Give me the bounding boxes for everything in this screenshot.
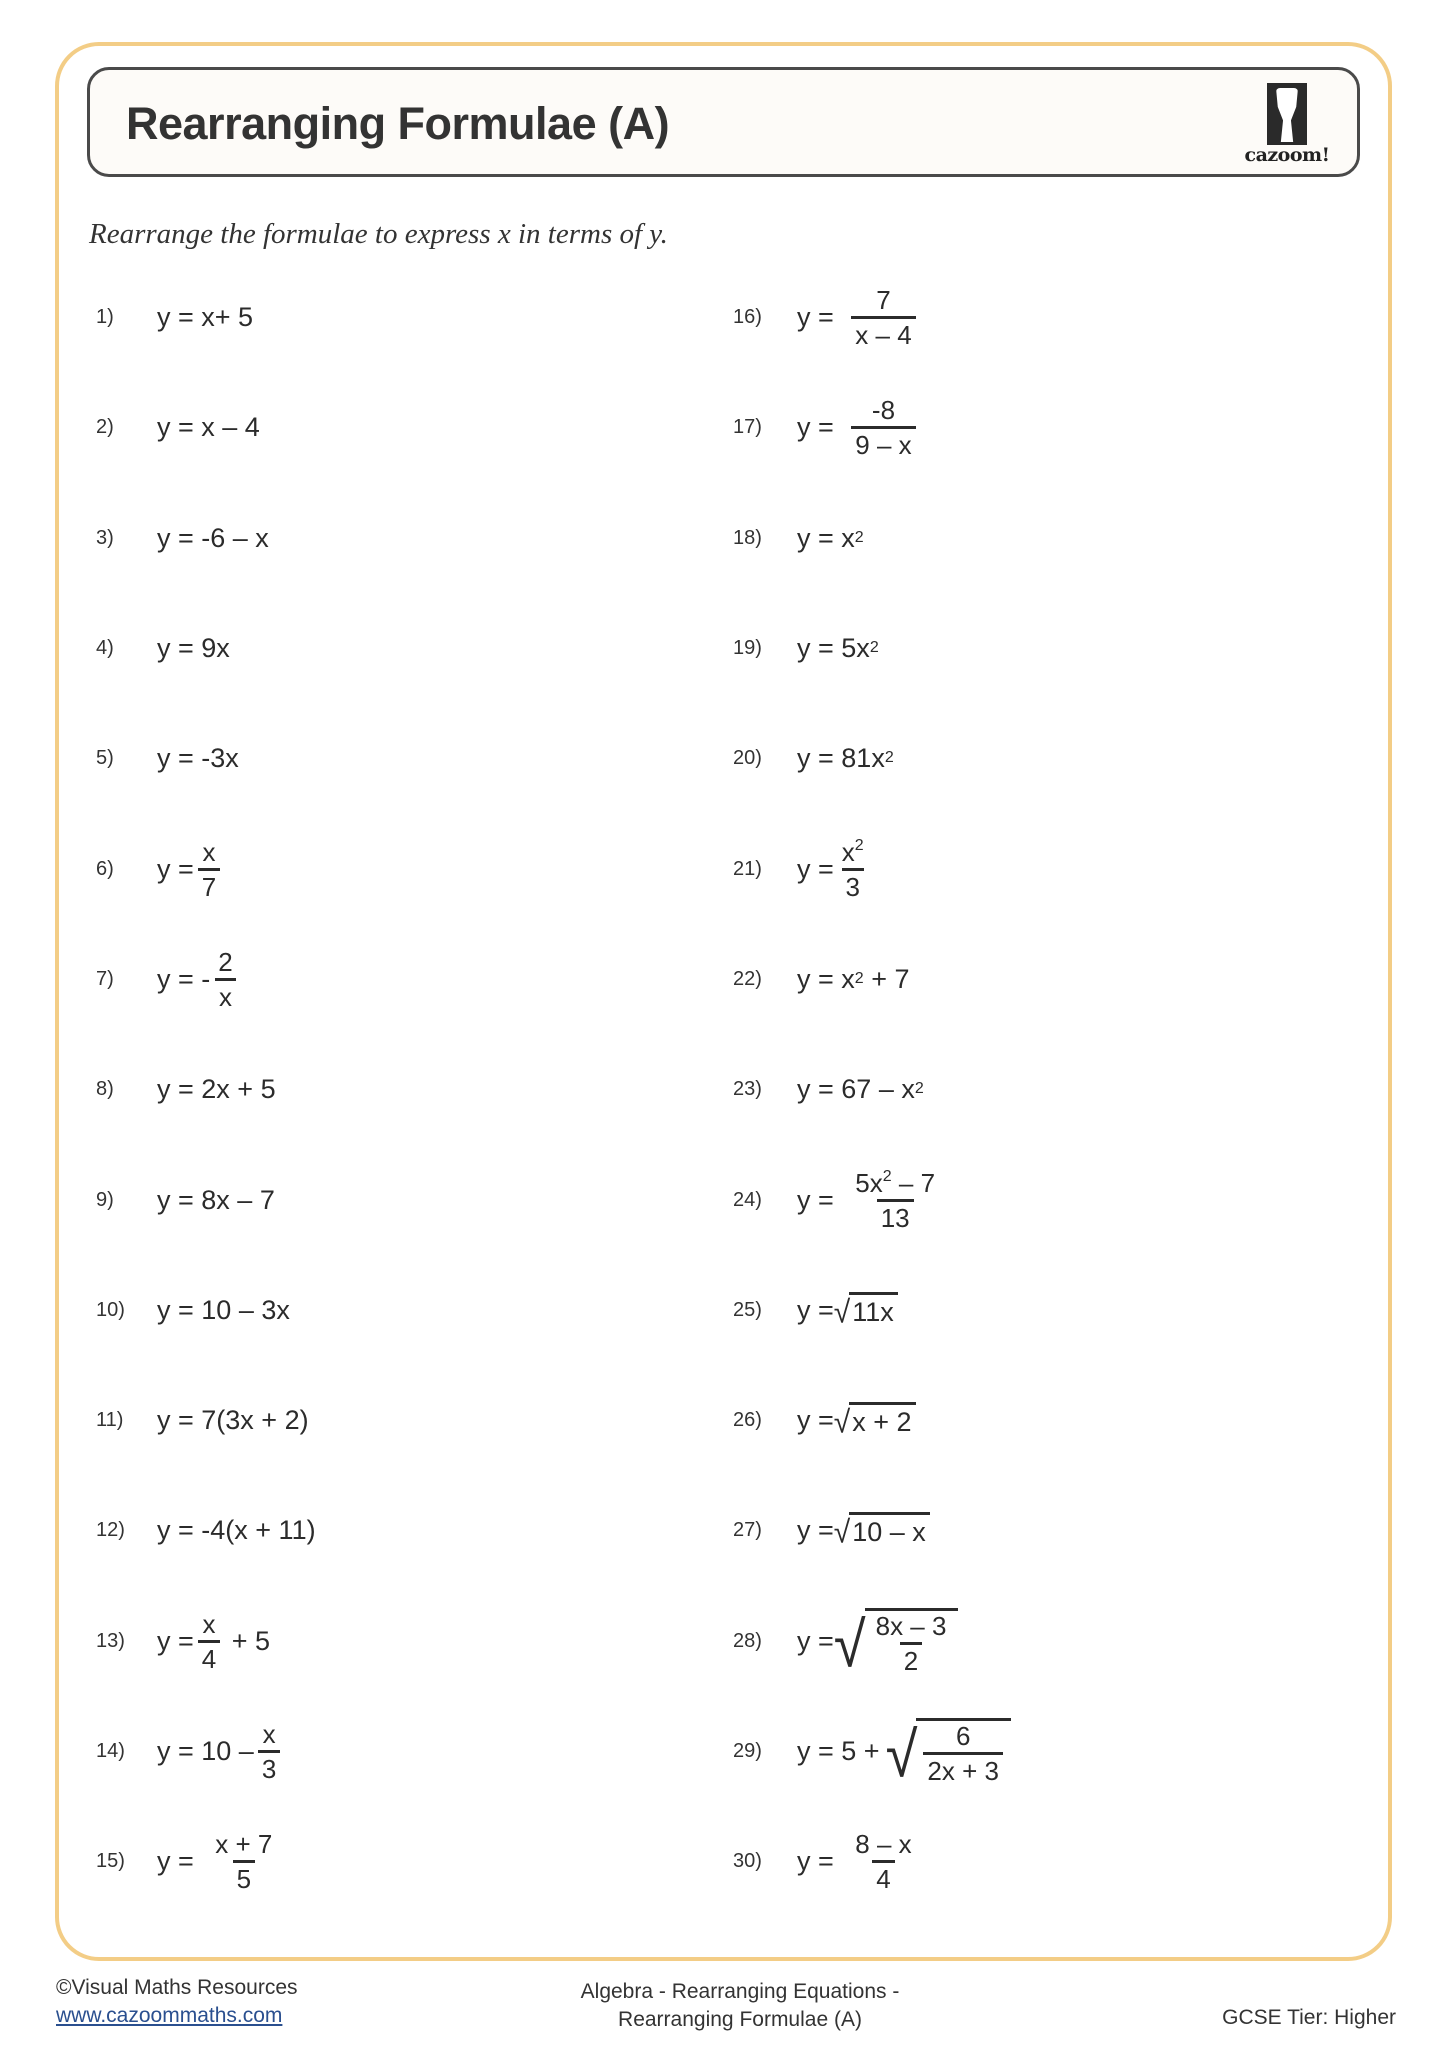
problem-number: 5) — [96, 746, 114, 769]
problem-expression: y = 8x – 7 — [157, 1184, 275, 1215]
fraction: $\frac{8 - x}{4}$ — [855, 1828, 912, 1894]
problem-number: 25) — [733, 1298, 762, 1321]
worksheet-frame — [55, 42, 1392, 1961]
problem-number: 11) — [96, 1408, 124, 1431]
problem-number: 22) — [733, 967, 762, 990]
problem-expression: y = $\frac{x}{4}$ + 5 — [157, 1608, 271, 1674]
problem-expression: y = x 2 + 7 — [797, 963, 910, 994]
problem-expression: y = $\frac{8 - x}{4}$ — [797, 1831, 920, 1892]
logo-text: cazoom! — [1244, 144, 1330, 166]
problem-number: 10) — [96, 1298, 125, 1321]
radical-sign-icon: √ — [885, 1719, 918, 1791]
fraction: $\frac{x}{7}$ — [198, 839, 220, 900]
square-root: √ 10 – x — [834, 1512, 930, 1548]
problem-expression: y = √ 11x — [797, 1292, 898, 1328]
problem-number: 7) — [96, 967, 114, 990]
page-title: Rearranging Formulae (A) — [126, 98, 670, 149]
fraction: $\frac{2}{x}$ — [214, 949, 236, 1010]
problem-expression: y = √ x + 2 — [797, 1402, 916, 1438]
problem-expression: y = $\frac{5x^2 - 7}{13}$ — [797, 1170, 943, 1231]
fraction: $\frac{x^2}{3}$ — [841, 836, 864, 902]
radical-sign-icon: √ — [833, 1405, 851, 1440]
problem-number: 16) — [733, 305, 762, 328]
problem-number: 20) — [733, 746, 762, 769]
fraction: $\frac{8x - 3}{2}$ — [875, 1611, 947, 1676]
problem-expression: y = 7(3x + 2) — [157, 1404, 309, 1435]
square-root — [833, 1608, 959, 1681]
problem-number: 27) — [733, 1518, 762, 1541]
problem-number: 9) — [96, 1188, 114, 1211]
fraction: $\frac{x + 7}{5}$ — [215, 1828, 273, 1894]
problem-number: 21) — [733, 857, 762, 880]
square-root — [885, 1718, 1011, 1791]
problem-expression: y = $\frac{x^2}{3}$ — [797, 839, 872, 900]
problem-expression: y = 5 + √ $\frac{6}{2x + 3}$ — [797, 1718, 1011, 1784]
problem-expression: y = $\frac{x}{7}$ — [157, 839, 224, 900]
square-root: √ 11x — [834, 1292, 898, 1328]
problem-expression: y = -3x — [157, 742, 239, 773]
topic-line-1: Algebra - Rearranging Equations - — [580, 1980, 900, 2003]
problem-expression: y = 10 – $\frac{x}{3}$ — [157, 1721, 284, 1782]
fraction: $\frac{7}{x - 4}$ — [851, 287, 915, 348]
radical-sign-icon: √ — [833, 1295, 851, 1330]
problem-number: 12) — [96, 1518, 125, 1541]
problem-number: 28) — [733, 1629, 762, 1652]
problem-number: 2) — [96, 415, 114, 438]
topic-line-2: Rearranging Formulae (A) — [618, 2008, 862, 2031]
problem-number: 1) — [96, 305, 114, 328]
problem-expression: y = √ $\frac{8x - 3}{2}$ — [797, 1608, 958, 1674]
problem-expression: y = 2x + 5 — [157, 1073, 276, 1104]
problem-expression: y = 9x — [157, 632, 230, 663]
problem-expression: y = x+ 5 — [157, 301, 254, 332]
problem-number: 4) — [96, 636, 114, 659]
problem-expression: y = -4(x + 11) — [157, 1514, 316, 1545]
fraction: $\frac{5x^2 - 7}{13}$ — [855, 1167, 936, 1233]
radical-sign-icon: √ — [833, 1609, 866, 1681]
problem-number: 6) — [96, 857, 114, 880]
footer-copyright: ©Visual Maths Resources — [56, 1976, 298, 1999]
problem-expression: y = 67 – x 2 — [797, 1073, 924, 1104]
djembe-drum-icon — [1267, 83, 1307, 145]
problem-number: 30) — [733, 1849, 762, 1872]
fraction: $\frac{x}{3}$ — [258, 1721, 280, 1782]
fraction: $\frac{x}{4}$ — [198, 1611, 220, 1672]
problem-expression: y = x – 4 — [157, 411, 260, 442]
problem-expression: y = √ 10 – x — [797, 1512, 930, 1548]
problem-number: 8) — [96, 1077, 114, 1100]
problem-number: 18) — [733, 526, 762, 549]
footer-tier: GCSE Tier: Higher — [1222, 2006, 1396, 2029]
instruction-text: Rearrange the formulae to express x in terms of y. — [89, 218, 668, 250]
problem-expression: y = $\frac{7}{x - 4}$ — [797, 287, 920, 348]
footer-website — [56, 2004, 282, 2028]
problem-number: 29) — [733, 1739, 762, 1762]
problem-number: 15) — [96, 1849, 125, 1872]
fraction: $\frac{-8}{9 - x}$ — [851, 397, 915, 458]
cazoom-logo — [1239, 80, 1335, 168]
problem-number: 19) — [733, 636, 762, 659]
problem-expression: y = -6 – x — [157, 522, 269, 553]
problem-expression: y = 5x 2 — [797, 632, 879, 663]
radical-sign-icon: √ — [833, 1515, 851, 1550]
problem-expression: y = $\frac{-8}{9 - x}$ — [797, 397, 920, 458]
problem-number: 26) — [733, 1408, 762, 1431]
problem-number: 17) — [733, 415, 762, 438]
problem-number: 14) — [96, 1739, 125, 1762]
problem-expression: y = $\frac{x + 7}{5}$ — [157, 1831, 280, 1892]
website-link[interactable]: www.cazoommaths.com — [56, 2004, 283, 2027]
problem-expression: y = x 2 — [797, 522, 864, 553]
problem-number: 24) — [733, 1188, 762, 1211]
square-root: √ x + 2 — [834, 1402, 916, 1438]
problem-number: 13) — [96, 1629, 125, 1652]
footer-topic — [500, 1978, 980, 2034]
problem-number: 3) — [96, 526, 114, 549]
title-banner — [87, 67, 1360, 177]
fraction: $\frac{6}{2x + 3}$ — [923, 1723, 1003, 1784]
problem-number: 23) — [733, 1077, 762, 1100]
problem-expression: y = 10 – 3x — [157, 1294, 290, 1325]
problem-expression: y = - $\frac{2}{x}$ — [157, 949, 241, 1010]
problem-expression: y = 81x 2 — [797, 742, 894, 773]
